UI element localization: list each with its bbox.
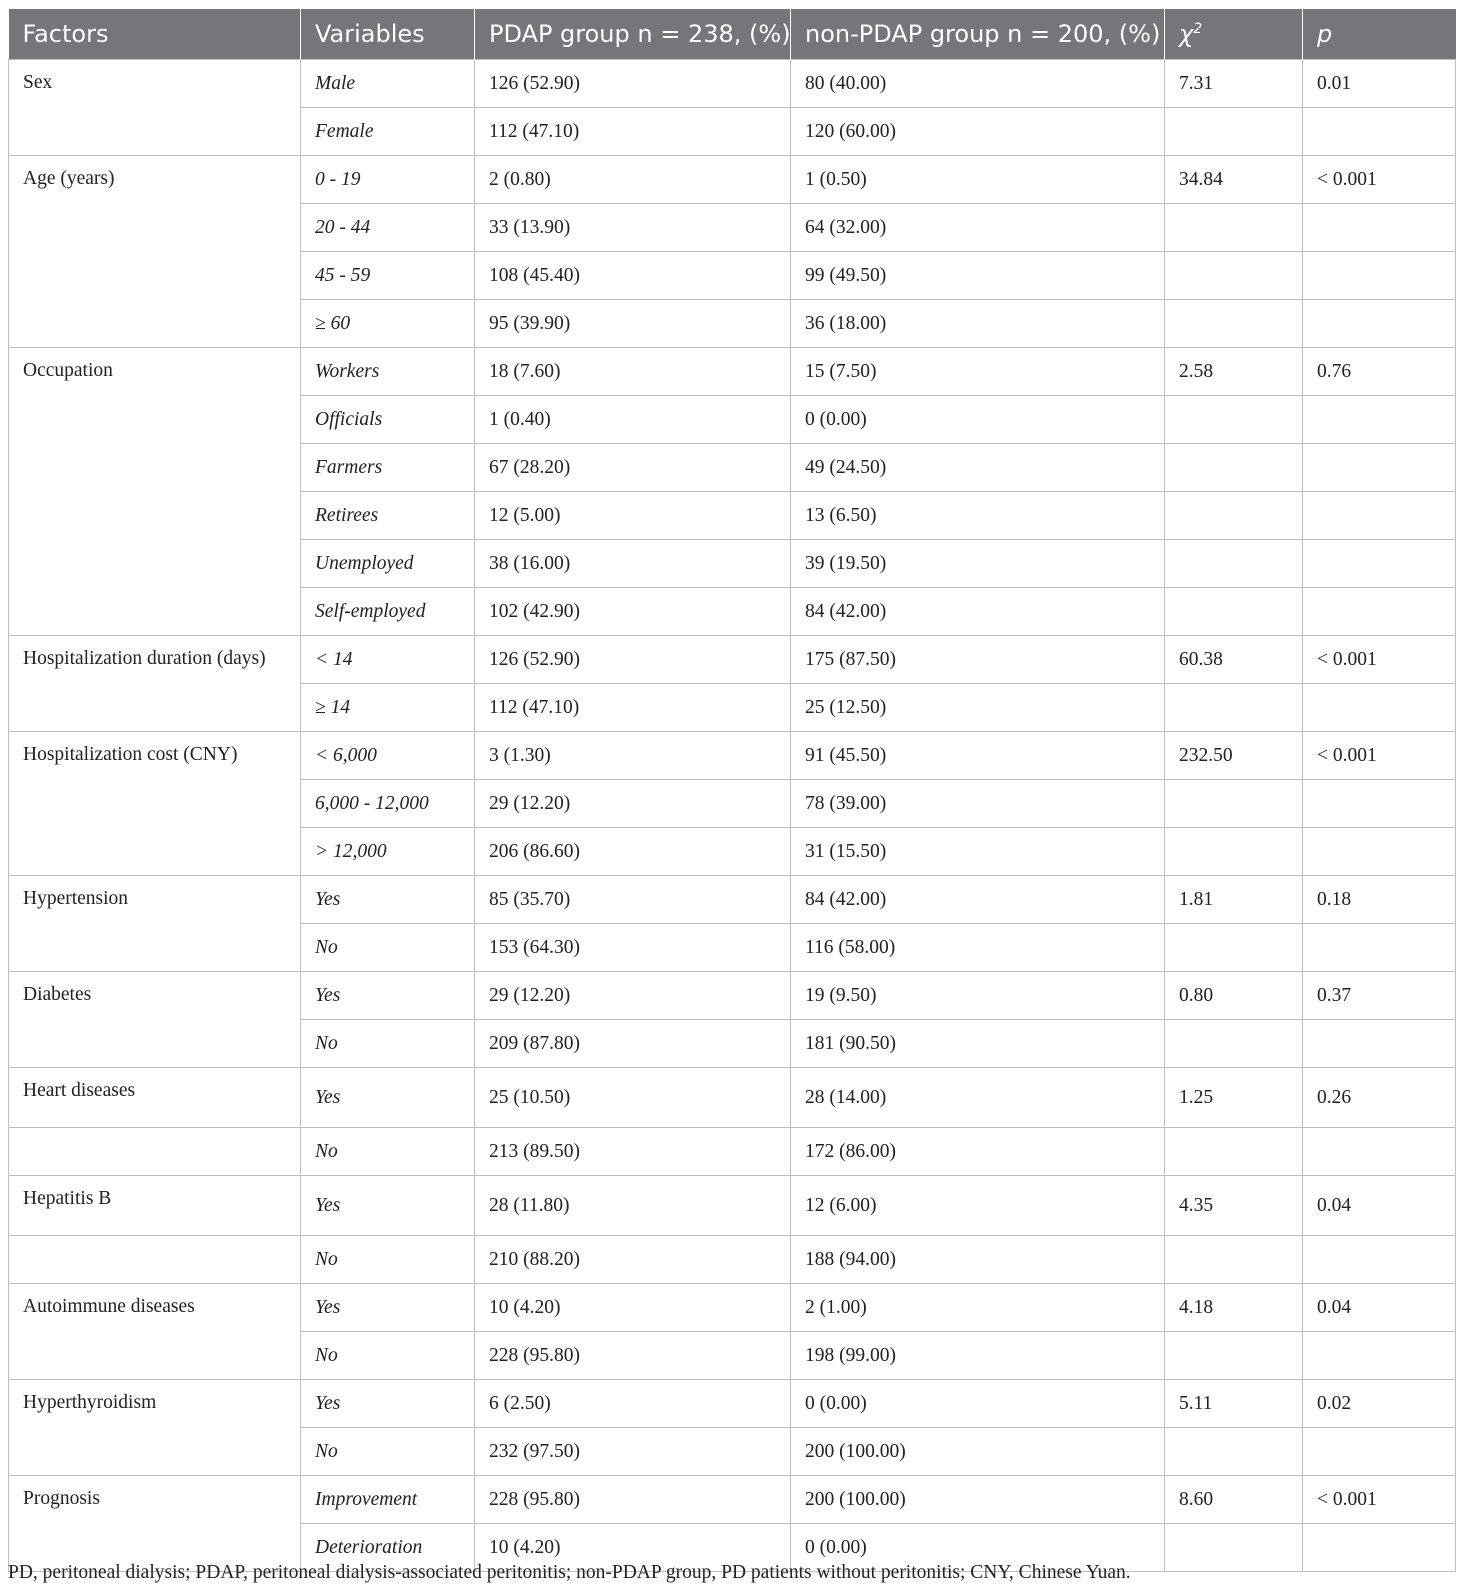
p-value-cell: [1303, 1236, 1456, 1284]
non-pdap-value-cell: 198 (99.00): [791, 1332, 1165, 1380]
chi-square-cell: [1165, 396, 1303, 444]
factor-cell: Diabetes: [9, 972, 301, 1068]
variable-cell: Yes: [301, 1176, 475, 1236]
p-value-cell: [1303, 1332, 1456, 1380]
p-value-cell: [1303, 924, 1456, 972]
non-pdap-value-cell: 49 (24.50): [791, 444, 1165, 492]
chi-square-cell: [1165, 684, 1303, 732]
variable-cell: Yes: [301, 1068, 475, 1128]
non-pdap-value-cell: 188 (94.00): [791, 1236, 1165, 1284]
variable-cell: ≥ 14: [301, 684, 475, 732]
table-row: [9, 348, 1456, 396]
p-value-cell: 0.04: [1303, 1284, 1456, 1332]
pdap-value-cell: 10 (4.20): [475, 1524, 791, 1572]
pdap-value-cell: 126 (52.90): [475, 60, 791, 108]
non-pdap-value-cell: 25 (12.50): [791, 684, 1165, 732]
pdap-value-cell: 102 (42.90): [475, 588, 791, 636]
chi-square-cell: [1165, 780, 1303, 828]
non-pdap-value-cell: 0 (0.00): [791, 1524, 1165, 1572]
chi-square-cell: [1165, 1236, 1303, 1284]
p-value-cell: 0.18: [1303, 876, 1456, 924]
variable-cell: < 6,000: [301, 732, 475, 780]
factor-cell: Prognosis: [9, 1476, 301, 1572]
variable-cell: 20 - 44: [301, 204, 475, 252]
non-pdap-value-cell: 80 (40.00): [791, 60, 1165, 108]
p-value-cell: [1303, 684, 1456, 732]
variable-cell: Female: [301, 108, 475, 156]
table-row: [9, 1380, 1456, 1428]
variable-cell: Unemployed: [301, 540, 475, 588]
pdap-value-cell: 18 (7.60): [475, 348, 791, 396]
p-value-cell: [1303, 204, 1456, 252]
pdap-value-cell: 25 (10.50): [475, 1068, 791, 1128]
pdap-value-cell: 95 (39.90): [475, 300, 791, 348]
p-value-cell: 0.02: [1303, 1380, 1456, 1428]
non-pdap-value-cell: 91 (45.50): [791, 732, 1165, 780]
table-row: [9, 1476, 1456, 1524]
header-factors: Factors: [9, 9, 301, 60]
variable-cell: No: [301, 924, 475, 972]
p-value-cell: < 0.001: [1303, 156, 1456, 204]
variable-cell: No: [301, 1236, 475, 1284]
non-pdap-value-cell: 15 (7.50): [791, 348, 1165, 396]
chi-square-cell: [1165, 540, 1303, 588]
table-row: [9, 1128, 1456, 1176]
factor-cell: Hypertension: [9, 876, 301, 972]
table-row: [9, 1284, 1456, 1332]
chi-square-cell: [1165, 588, 1303, 636]
variable-cell: 45 - 59: [301, 252, 475, 300]
table-header: [9, 9, 1456, 60]
factor-cell: Sex: [9, 60, 301, 156]
variable-cell: Yes: [301, 876, 475, 924]
chi-square-cell: [1165, 1128, 1303, 1176]
p-value-cell: 0.76: [1303, 348, 1456, 396]
non-pdap-value-cell: 181 (90.50): [791, 1020, 1165, 1068]
variable-cell: ≥ 60: [301, 300, 475, 348]
table-row: [9, 876, 1456, 924]
non-pdap-value-cell: 13 (6.50): [791, 492, 1165, 540]
pdap-value-cell: 206 (86.60): [475, 828, 791, 876]
p-value-cell: 0.37: [1303, 972, 1456, 1020]
characteristics-table: [8, 9, 1456, 1572]
variable-cell: No: [301, 1020, 475, 1068]
chi-square-cell: 1.81: [1165, 876, 1303, 924]
p-value-cell: < 0.001: [1303, 732, 1456, 780]
p-value-cell: < 0.001: [1303, 636, 1456, 684]
table-row: [9, 156, 1456, 204]
pdap-value-cell: 1 (0.40): [475, 396, 791, 444]
chi-square-cell: [1165, 1524, 1303, 1572]
factor-cell: Hospitalization duration (days): [9, 636, 301, 732]
p-value-cell: < 0.001: [1303, 1476, 1456, 1524]
p-value-cell: [1303, 444, 1456, 492]
pdap-value-cell: 228 (95.80): [475, 1476, 791, 1524]
pdap-value-cell: 112 (47.10): [475, 684, 791, 732]
pdap-value-cell: 213 (89.50): [475, 1128, 791, 1176]
variable-cell: Yes: [301, 1284, 475, 1332]
non-pdap-value-cell: 31 (15.50): [791, 828, 1165, 876]
non-pdap-value-cell: 2 (1.00): [791, 1284, 1165, 1332]
factor-cell: Hyperthyroidism: [9, 1380, 301, 1476]
pdap-value-cell: 209 (87.80): [475, 1020, 791, 1068]
chi-square-cell: [1165, 1428, 1303, 1476]
variable-cell: No: [301, 1128, 475, 1176]
pdap-value-cell: 210 (88.20): [475, 1236, 791, 1284]
chi-symbol: χ: [1179, 20, 1194, 48]
pdap-value-cell: 29 (12.20): [475, 972, 791, 1020]
chi-square-cell: 2.58: [1165, 348, 1303, 396]
chi-square-cell: 60.38: [1165, 636, 1303, 684]
header-non-pdap-group: non-PDAP group n = 200, (%): [791, 9, 1165, 60]
factor-cell: Age (years): [9, 156, 301, 348]
pdap-value-cell: 67 (28.20): [475, 444, 791, 492]
p-symbol: p: [1317, 20, 1333, 48]
table-footnote: PD, peritoneal dialysis; PDAP, peritoneal dialysis-associated peritonitis; non-PDAP group, PD patients without peritonitis; CNY, Chinese Yuan.: [8, 1562, 1131, 1583]
table-row: [9, 972, 1456, 1020]
table-body: [9, 60, 1456, 1572]
p-value-cell: [1303, 492, 1456, 540]
header-row: [9, 9, 1456, 60]
chi-superscript: 2: [1193, 21, 1203, 37]
pdap-value-cell: 33 (13.90): [475, 204, 791, 252]
p-value-cell: [1303, 540, 1456, 588]
non-pdap-value-cell: 28 (14.00): [791, 1068, 1165, 1128]
non-pdap-value-cell: 200 (100.00): [791, 1476, 1165, 1524]
chi-square-cell: 8.60: [1165, 1476, 1303, 1524]
non-pdap-value-cell: 99 (49.50): [791, 252, 1165, 300]
variable-cell: Improvement: [301, 1476, 475, 1524]
p-value-cell: [1303, 1128, 1456, 1176]
table-row: [9, 60, 1456, 108]
non-pdap-value-cell: 200 (100.00): [791, 1428, 1165, 1476]
table-container: [8, 9, 1455, 1572]
non-pdap-value-cell: 120 (60.00): [791, 108, 1165, 156]
header-p-value: [1303, 9, 1456, 60]
variable-cell: > 12,000: [301, 828, 475, 876]
variable-cell: Yes: [301, 972, 475, 1020]
pdap-value-cell: 153 (64.30): [475, 924, 791, 972]
variable-cell: No: [301, 1332, 475, 1380]
variable-cell: Farmers: [301, 444, 475, 492]
non-pdap-value-cell: 116 (58.00): [791, 924, 1165, 972]
factor-cell: Hepatitis B: [9, 1176, 301, 1236]
non-pdap-value-cell: 39 (19.50): [791, 540, 1165, 588]
factor-cell: Hospitalization cost (CNY): [9, 732, 301, 876]
p-value-cell: [1303, 828, 1456, 876]
p-value-cell: [1303, 300, 1456, 348]
pdap-value-cell: 29 (12.20): [475, 780, 791, 828]
chi-square-cell: 232.50: [1165, 732, 1303, 780]
chi-square-cell: [1165, 252, 1303, 300]
chi-square-cell: 0.80: [1165, 972, 1303, 1020]
chi-square-cell: 5.11: [1165, 1380, 1303, 1428]
non-pdap-value-cell: 78 (39.00): [791, 780, 1165, 828]
variable-cell: < 14: [301, 636, 475, 684]
p-value-cell: 0.04: [1303, 1176, 1456, 1236]
non-pdap-value-cell: 175 (87.50): [791, 636, 1165, 684]
table-row: [9, 636, 1456, 684]
non-pdap-value-cell: 36 (18.00): [791, 300, 1165, 348]
chi-square-cell: 7.31: [1165, 60, 1303, 108]
chi-square-cell: [1165, 204, 1303, 252]
p-value-cell: [1303, 588, 1456, 636]
chi-square-cell: [1165, 108, 1303, 156]
p-value-cell: 0.01: [1303, 60, 1456, 108]
p-value-cell: [1303, 252, 1456, 300]
variable-cell: Male: [301, 60, 475, 108]
variable-cell: Retirees: [301, 492, 475, 540]
pdap-value-cell: 12 (5.00): [475, 492, 791, 540]
pdap-value-cell: 10 (4.20): [475, 1284, 791, 1332]
factor-cell: Autoimmune diseases: [9, 1284, 301, 1380]
pdap-value-cell: 126 (52.90): [475, 636, 791, 684]
p-value-cell: [1303, 780, 1456, 828]
p-value-cell: [1303, 1020, 1456, 1068]
variable-cell: Officials: [301, 396, 475, 444]
p-value-cell: [1303, 1524, 1456, 1572]
chi-square-cell: [1165, 444, 1303, 492]
chi-square-cell: [1165, 1020, 1303, 1068]
pdap-value-cell: 112 (47.10): [475, 108, 791, 156]
pdap-value-cell: 232 (97.50): [475, 1428, 791, 1476]
non-pdap-value-cell: 1 (0.50): [791, 156, 1165, 204]
variable-cell: Self-employed: [301, 588, 475, 636]
header-chi-square: [1165, 9, 1303, 60]
chi-square-cell: 4.35: [1165, 1176, 1303, 1236]
chi-square-cell: [1165, 300, 1303, 348]
chi-square-cell: [1165, 828, 1303, 876]
non-pdap-value-cell: 0 (0.00): [791, 1380, 1165, 1428]
chi-square-cell: [1165, 924, 1303, 972]
non-pdap-value-cell: 64 (32.00): [791, 204, 1165, 252]
factor-cell-empty: [9, 1236, 301, 1284]
non-pdap-value-cell: 0 (0.00): [791, 396, 1165, 444]
header-pdap-group: PDAP group n = 238, (%): [475, 9, 791, 60]
table-row: [9, 1176, 1456, 1236]
non-pdap-value-cell: 12 (6.00): [791, 1176, 1165, 1236]
pdap-value-cell: 28 (11.80): [475, 1176, 791, 1236]
non-pdap-value-cell: 84 (42.00): [791, 876, 1165, 924]
variable-cell: 6,000 - 12,000: [301, 780, 475, 828]
pdap-value-cell: 228 (95.80): [475, 1332, 791, 1380]
pdap-value-cell: 3 (1.30): [475, 732, 791, 780]
non-pdap-value-cell: 84 (42.00): [791, 588, 1165, 636]
chi-square-cell: [1165, 492, 1303, 540]
chi-square-cell: 34.84: [1165, 156, 1303, 204]
variable-cell: 0 - 19: [301, 156, 475, 204]
p-value-cell: [1303, 108, 1456, 156]
non-pdap-value-cell: 172 (86.00): [791, 1128, 1165, 1176]
variable-cell: No: [301, 1428, 475, 1476]
chi-square-cell: 4.18: [1165, 1284, 1303, 1332]
p-value-cell: [1303, 396, 1456, 444]
p-value-cell: [1303, 1428, 1456, 1476]
table-row: [9, 732, 1456, 780]
pdap-value-cell: 108 (45.40): [475, 252, 791, 300]
table-row: [9, 1068, 1456, 1128]
pdap-value-cell: 2 (0.80): [475, 156, 791, 204]
variable-cell: Workers: [301, 348, 475, 396]
table-row: [9, 1236, 1456, 1284]
pdap-value-cell: 85 (35.70): [475, 876, 791, 924]
factor-cell-empty: [9, 1128, 301, 1176]
factor-cell: Occupation: [9, 348, 301, 636]
chi-square-cell: [1165, 1332, 1303, 1380]
variable-cell: Yes: [301, 1380, 475, 1428]
p-value-cell: 0.26: [1303, 1068, 1456, 1128]
chi-square-cell: 1.25: [1165, 1068, 1303, 1128]
variable-cell: Deterioration: [301, 1524, 475, 1572]
header-variables: Variables: [301, 9, 475, 60]
pdap-value-cell: 6 (2.50): [475, 1380, 791, 1428]
factor-cell: Heart diseases: [9, 1068, 301, 1128]
non-pdap-value-cell: 19 (9.50): [791, 972, 1165, 1020]
pdap-value-cell: 38 (16.00): [475, 540, 791, 588]
